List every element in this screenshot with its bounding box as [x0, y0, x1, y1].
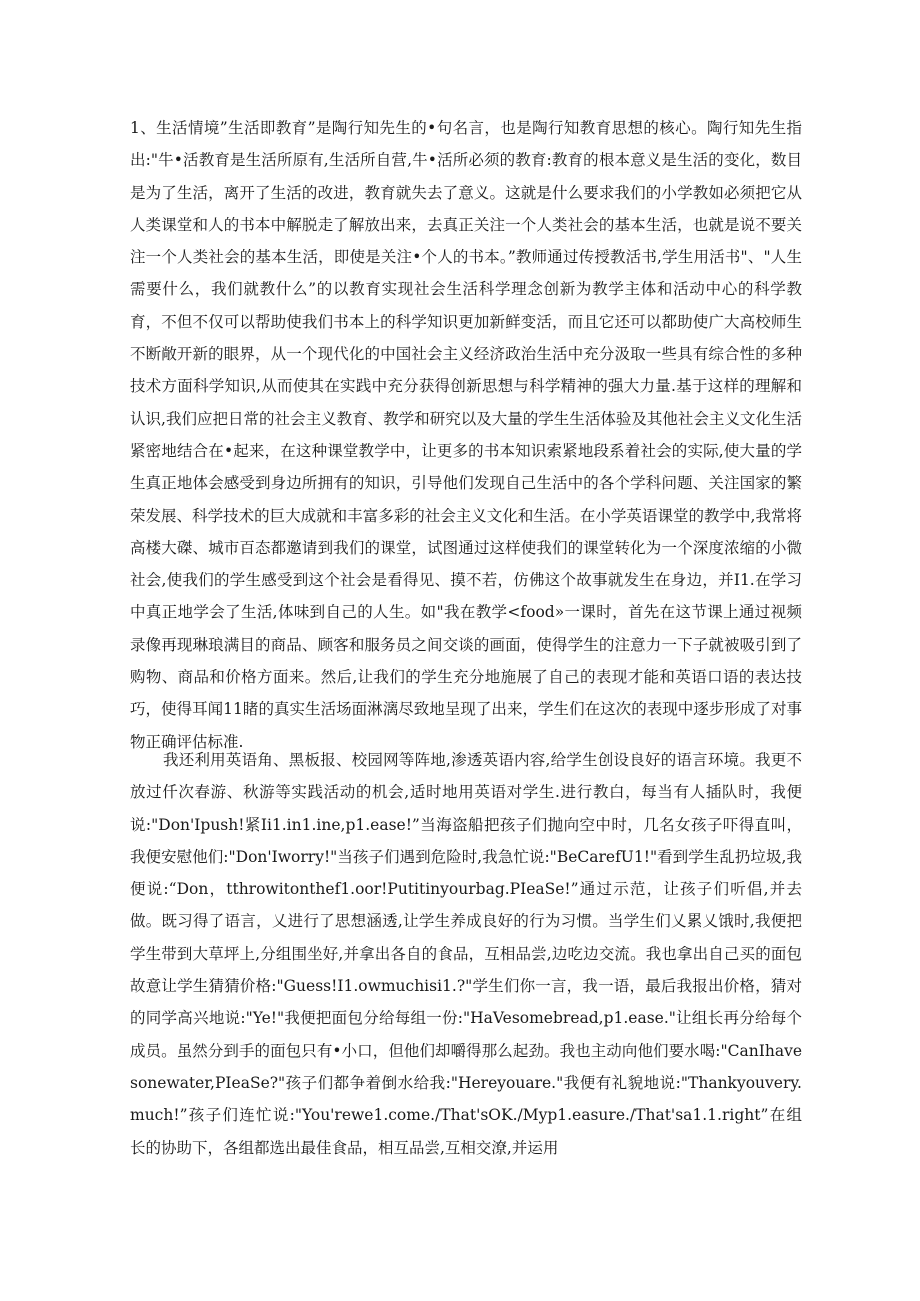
paragraph-english-environment: 我还利用英语角、黑板报、校园网等阵地,渗透英语内容,给学生创设良好的语言环境。我更不放过仟次春游、秋游等实践活动的机会,适时地用英语对学生.进行教白，每当有人插队时，我便说:"Don'Ipush!紧Ii1.in1.ine,p1.ease!”当海盗船把孩子们抛向空中时，几名女孩子吓得直叫，我便安慰他们:"Don'Iworry!"当孩子们遇到危险时,我急忙说:"BeCarefU1!"看到学生乱扔垃圾,我便说:“Don，tthrowitonthef1.oor!Putitinyourbag.PIeaSe!”通过示范，让孩子们听倡,并去做。既习得了语言，乂进行了思想涵透,让学生养成良好的行为习惯。当学生们乂累乂饿时,我便把学生带到大草坪上,分组围坐好,并拿出各自的食品，互相品尝,边吃边交流。我也拿出自己买的面包故意让学生猜猜价格:"Guess!I1.owmuchisi1.?"学生们你一言，我一语，最后我报出价格，猜对的同学高兴地说:"Ye!"我便把面包分给每组一份:"HaVesomebread,p1.ease."让组长再分给每个成员。虽然分到手的面包只有•小口，但他们却嚼得那么起劲。我也主动向他们要水喝:"CanIhavesonewater,PIeaSe?"孩子们都争着倒水给我:"Hereyouare."我便有礼貌地说:"Thankyouvery.much!”孩子们连忙说:"You'rewe1.come./That'sOK./Myp1.easure./That'sa1.1.right”在组长的协助下，各组都选出最佳食品，相互品尝,互相交潦,并运用 — [130, 751, 802, 1157]
document-page — [130, 112, 802, 1164]
paragraph-life-context: 1、生活情境”生活即教育”是陶行知先生的•句名言，也是陶行知教育思想的核心。陶行知先生指出:"牛•活教育是生活所原有,生活所自营,牛•活所必须的教育:教育的根本意义是生活的变化，数目是为了生活，离开了生活的改进，教育就失去了意义。这就是什么要求我们的小学教如必须把它从人类课堂和人的书本中解脱走了解放出来，去真正关注一个人类社会的基本生活，也就是说不要关注一个人类社会的基本生活，即使是关注•个人的书本。”教师通过传授教活书,学生用活书"、"人生需要什么，我们就教什么”的以教育实现社会生活科学理念创新为教学主体和活动中心的科学教育，不但不仅可以帮助使我们书本上的科学知识更加新鲜变活，而且它还可以都助使广大高校师生不断敞开新的眼界，从一个现代化的中国社会主义经济政治生活中充分汲取一些具有综合性的多种技术方面科学知识,从而使其在实践中充分获得创新思想与科学精神的强大力量.基于这样的理解和认识,我们应把日常的社会主义教育、教学和研究以及大量的学生生活体验及其他社会主义文化生活紧密地结合在•起来，在这种课堂教学中，让更多的书本知识索紧地段系着社会的实际,使大量的学生真正地体会感受到身边所拥有的知识，引导他们发现自己生活中的各个学科问题、关注国家的繁荣发展、科学技术的巨大成就和丰富多彩的社会主义文化和生活。在小学英语课堂的教学中,我常将高楼大磔、城市百态都邀请到我们的课堂，试图通过这样使我们的课堂转化为一个深度浓缩的小微社会,使我们的学生感受到这个社会是看得见、摸不若，仿佛这个故事就发生在身边，并I1.在学习中真正地学会了生活,体味到自己的人生。如"我在教学<food»一课时，首先在这节课上通过视频录像再现琳琅满目的商品、顾客和服务员之间交谈的画面，使得学生的注意力一下子就被吸引到了购物、商品和价格方面来。然后,让我们的学生充分地施展了自己的表现才能和英语口语的表达技巧，使得耳闻11睹的真实生活场面淋漓尽致地呈现了出来，学生们在这次的表现中逐步形成了对事物正确评估标准. — [130, 119, 802, 751]
